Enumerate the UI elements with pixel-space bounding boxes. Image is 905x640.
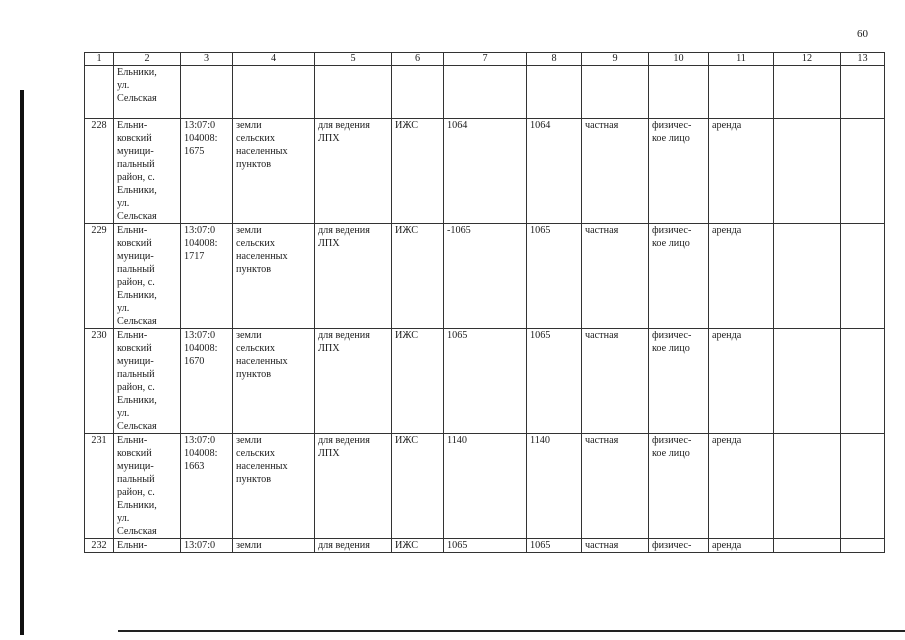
column-12-cell: [774, 329, 841, 434]
subject-cell: [649, 119, 709, 224]
column-number-cell: 10: [649, 53, 709, 66]
subject-cell: [649, 224, 709, 329]
cell-line: 104008:: [184, 133, 218, 144]
cell-line: 1663: [184, 461, 205, 472]
table-cell: [392, 66, 444, 119]
cell-line: для ведения: [318, 120, 370, 131]
area-2-cell: 1065: [527, 539, 582, 553]
scan-left-edge: [20, 90, 24, 635]
column-number-cell: 6: [392, 53, 444, 66]
cell-line: Ельники,: [117, 500, 157, 511]
cell-line: муници-: [117, 461, 154, 472]
cell-line: район, с.: [117, 382, 155, 393]
table-cell: [444, 66, 527, 119]
column-number-cell: 9: [582, 53, 649, 66]
row-number-cell: 228: [85, 119, 114, 224]
permitted-use-cell: [315, 224, 392, 329]
cell-line: пунктов: [236, 474, 272, 485]
cell-line: сельских: [236, 133, 275, 144]
cell-line: сельских: [236, 448, 275, 459]
area-cell: -1065: [444, 224, 527, 329]
cell-line: сельских: [236, 343, 275, 354]
type-cell: ИЖС: [392, 224, 444, 329]
column-12-cell: [774, 434, 841, 539]
row-number-cell: 231: [85, 434, 114, 539]
cell-line: земли: [236, 540, 262, 551]
area-cell: 1065: [444, 539, 527, 553]
column-number-cell: 3: [181, 53, 233, 66]
cell-line: физичес-: [652, 225, 692, 236]
permitted-use-cell: [315, 119, 392, 224]
cell-line: населенных: [236, 251, 288, 262]
ownership-cell: частная: [582, 329, 649, 434]
cell-line: Сельская: [117, 316, 157, 327]
cell-line: кое лицо: [652, 133, 690, 144]
cell-line: ул.: [117, 303, 130, 314]
column-12-cell: [774, 119, 841, 224]
cell-line: пальный: [117, 264, 155, 275]
area-2-cell: 1140: [527, 434, 582, 539]
column-13-cell: [841, 329, 885, 434]
cadastral-number-cell: [181, 539, 233, 553]
cell-line: земли: [236, 435, 262, 446]
table-cell: [181, 66, 233, 119]
cell-line: ковский: [117, 343, 152, 354]
cell-line: населенных: [236, 461, 288, 472]
row-number-cell: 232: [85, 539, 114, 553]
cell-line: Ельники,: [117, 395, 157, 406]
table-cell: [649, 66, 709, 119]
area-2-cell: 1065: [527, 329, 582, 434]
column-number-cell: 8: [527, 53, 582, 66]
area-2-cell: 1064: [527, 119, 582, 224]
cell-line: сельских: [236, 238, 275, 249]
cell-line: для ведения: [318, 540, 370, 551]
cell-line: 1675: [184, 146, 205, 157]
permitted-use-cell: [315, 329, 392, 434]
column-13-cell: [841, 119, 885, 224]
cell-line: кое лицо: [652, 238, 690, 249]
address-line: Ельники,: [117, 67, 157, 78]
table-cell: [582, 66, 649, 119]
cell-line: 104008:: [184, 448, 218, 459]
cell-line: район, с.: [117, 172, 155, 183]
cell-line: земли: [236, 330, 262, 341]
cell-line: для ведения: [318, 330, 370, 341]
cell-line: Ельники,: [117, 290, 157, 301]
table-row: [85, 329, 885, 434]
cell-line: муници-: [117, 356, 154, 367]
address-cell: [114, 434, 181, 539]
column-13-cell: [841, 434, 885, 539]
area-cell: 1065: [444, 329, 527, 434]
address-cell: [114, 329, 181, 434]
column-number-cell: 13: [841, 53, 885, 66]
cell-line: кое лицо: [652, 448, 690, 459]
table-row: [85, 224, 885, 329]
right-cell: аренда: [709, 434, 774, 539]
cell-line: ул.: [117, 408, 130, 419]
table-cell: [841, 66, 885, 119]
cell-line: пальный: [117, 474, 155, 485]
right-cell: аренда: [709, 539, 774, 553]
land-category-cell: [233, 224, 315, 329]
column-number-cell: 12: [774, 53, 841, 66]
land-category-cell: [233, 539, 315, 553]
cell-line: пальный: [117, 369, 155, 380]
cell-line: Ельни-: [117, 435, 148, 446]
table-cell: [315, 66, 392, 119]
cell-line: физичес-: [652, 330, 692, 341]
cell-line: 1717: [184, 251, 205, 262]
ownership-cell: частная: [582, 119, 649, 224]
cell-line: 13:07:0: [184, 435, 216, 446]
cell-line: Ельни-: [117, 540, 148, 551]
cell-line: 104008:: [184, 343, 218, 354]
cell-line: муници-: [117, 146, 154, 157]
cell-line: 13:07:0: [184, 120, 216, 131]
cell-line: физичес-: [652, 120, 692, 131]
table-cell: [233, 66, 315, 119]
table-cell: [709, 66, 774, 119]
cell-line: 13:07:0: [184, 540, 216, 551]
cell-line: для ведения: [318, 435, 370, 446]
continued-row: [85, 66, 885, 119]
cell-line: район, с.: [117, 487, 155, 498]
land-category-cell: [233, 329, 315, 434]
cell-line: пунктов: [236, 159, 272, 170]
cell-line: пунктов: [236, 264, 272, 275]
permitted-use-cell: [315, 539, 392, 553]
right-cell: аренда: [709, 329, 774, 434]
column-13-cell: [841, 539, 885, 553]
address-line: ул.: [117, 80, 130, 91]
land-category-cell: [233, 119, 315, 224]
column-number-cell: 4: [233, 53, 315, 66]
cell-line: ЛПХ: [318, 133, 340, 144]
type-cell: ИЖС: [392, 539, 444, 553]
cell-line: населенных: [236, 356, 288, 367]
cell-line: Ельники,: [117, 185, 157, 196]
subject-cell: [649, 329, 709, 434]
cell-line: земли: [236, 225, 262, 236]
cadastral-number-cell: [181, 329, 233, 434]
cell-line: физичес-: [652, 540, 692, 551]
cell-line: 13:07:0: [184, 225, 216, 236]
column-12-cell: [774, 539, 841, 553]
area-cell: 1140: [444, 434, 527, 539]
land-category-cell: [233, 434, 315, 539]
page-number: 60: [857, 28, 868, 40]
cell-line: ул.: [117, 198, 130, 209]
column-number-cell: 5: [315, 53, 392, 66]
type-cell: ИЖС: [392, 119, 444, 224]
table-cell: [527, 66, 582, 119]
cell-line: Ельни-: [117, 120, 148, 131]
cell-line: физичес-: [652, 435, 692, 446]
cadastral-number-cell: [181, 224, 233, 329]
column-13-cell: [841, 224, 885, 329]
cell-line: ЛПХ: [318, 448, 340, 459]
address-line: Сельская: [117, 93, 157, 104]
right-cell: аренда: [709, 224, 774, 329]
cell-line: ковский: [117, 448, 152, 459]
row-number-cell: 230: [85, 329, 114, 434]
ownership-cell: частная: [582, 224, 649, 329]
column-number-cell: 11: [709, 53, 774, 66]
cell-line: Ельни-: [117, 225, 148, 236]
address-cell: [114, 539, 181, 553]
area-cell: 1064: [444, 119, 527, 224]
subject-cell: [649, 539, 709, 553]
cell-line: 104008:: [184, 238, 218, 249]
cell-line: ЛПХ: [318, 238, 340, 249]
cell-line: кое лицо: [652, 343, 690, 354]
cadastral-number-cell: [181, 119, 233, 224]
cell-line: муници-: [117, 251, 154, 262]
cell-line: Сельская: [117, 211, 157, 222]
cell-line: для ведения: [318, 225, 370, 236]
table-row: [85, 119, 885, 224]
column-number-cell: 2: [114, 53, 181, 66]
address-cell: [114, 119, 181, 224]
type-cell: ИЖС: [392, 434, 444, 539]
cell-line: 1670: [184, 356, 205, 367]
ownership-cell: частная: [582, 539, 649, 553]
right-cell: аренда: [709, 119, 774, 224]
column-number-cell: 1: [85, 53, 114, 66]
ownership-cell: частная: [582, 434, 649, 539]
cell-line: пунктов: [236, 369, 272, 380]
row-number-cell: 229: [85, 224, 114, 329]
cell-line: ковский: [117, 238, 152, 249]
table-cell: [774, 66, 841, 119]
column-number-row: [85, 53, 885, 66]
cell-line: 13:07:0: [184, 330, 216, 341]
cadastral-number-cell: [181, 434, 233, 539]
cell-line: земли: [236, 120, 262, 131]
address-cell: [114, 224, 181, 329]
area-2-cell: 1065: [527, 224, 582, 329]
cell-line: район, с.: [117, 277, 155, 288]
cell-line: ул.: [117, 513, 130, 524]
cell-line: пальный: [117, 159, 155, 170]
cell-line: ЛПХ: [318, 343, 340, 354]
subject-cell: [649, 434, 709, 539]
scan-bottom-edge: [118, 630, 905, 632]
permitted-use-cell: [315, 434, 392, 539]
type-cell: ИЖС: [392, 329, 444, 434]
column-number-cell: 7: [444, 53, 527, 66]
table-cell: [85, 66, 114, 119]
cell-line: Сельская: [117, 526, 157, 537]
cell-line: ковский: [117, 133, 152, 144]
cell-line: Ельни-: [117, 330, 148, 341]
table-row: [85, 434, 885, 539]
table-row: [85, 539, 885, 553]
cell-line: Сельская: [117, 421, 157, 432]
cell-line: населенных: [236, 146, 288, 157]
land-plots-table: [84, 52, 885, 553]
table-cell: [114, 66, 181, 119]
column-12-cell: [774, 224, 841, 329]
